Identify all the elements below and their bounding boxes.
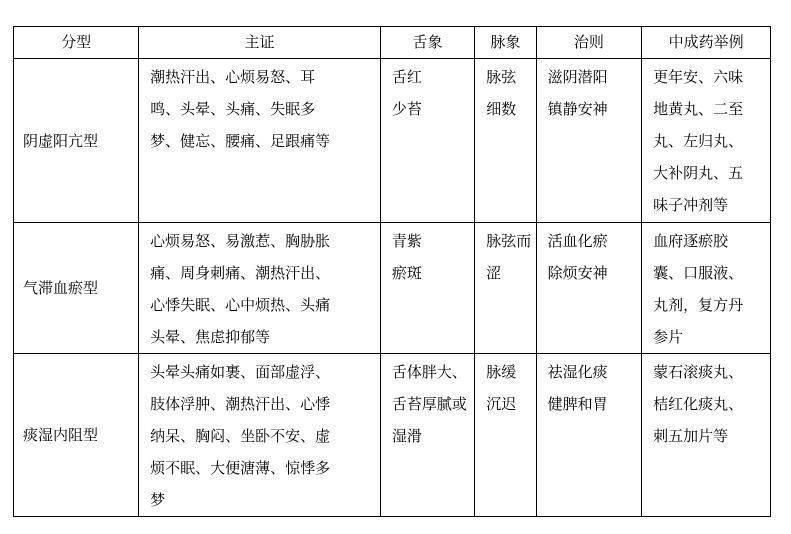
text-line: 头晕头痛如裹、面部虚浮、	[150, 363, 331, 381]
text-line: 心悸失眠、心中烦热、头痛	[150, 296, 331, 314]
text-line: 少苔	[391, 100, 422, 118]
text-line: 舌红	[391, 68, 422, 86]
text-line: 滋阴潜阳	[547, 68, 608, 86]
text-line: 丸剂，复方丹	[653, 296, 744, 314]
text-line: 囊、口服液、	[653, 264, 744, 282]
cell-tongue	[380, 354, 474, 517]
header-type: 分型	[14, 27, 139, 59]
text-line: 脉缓	[486, 363, 517, 381]
text-line: 桔红化痰丸、	[653, 395, 744, 413]
cell-tongue	[380, 59, 474, 223]
text-line: 纳呆、胸闷、坐卧不安、虚	[150, 427, 331, 445]
header-medicine: 中成药举例	[642, 27, 771, 59]
cell-pulse	[475, 59, 536, 223]
text-line: 沉迟	[486, 395, 517, 413]
text-line: 烦不眠、大便溏薄、惊悸多	[150, 459, 331, 477]
cell-type: 痰湿内阻型	[14, 354, 139, 517]
header-tongue: 舌象	[380, 27, 474, 59]
text-line: 舌体胖大、	[391, 363, 467, 381]
cell-medicine	[642, 354, 771, 517]
cell-treatment	[536, 354, 642, 517]
header-treatment: 治则	[536, 27, 642, 59]
text-line: 涩	[486, 264, 502, 282]
cell-tongue	[380, 223, 474, 354]
text-line: 祛湿化痰	[547, 363, 608, 381]
text-line: 参片	[653, 328, 684, 346]
text-line: 除烦安神	[547, 264, 608, 282]
text-line: 脉弦	[486, 68, 517, 86]
cell-type: 阴虚阳亢型	[14, 59, 139, 223]
text-line: 脉弦而	[486, 232, 532, 250]
cell-treatment	[536, 59, 642, 223]
cell-main-symptoms	[139, 59, 381, 223]
text-line: 梦	[150, 491, 166, 509]
syndrome-table	[13, 26, 771, 517]
text-line: 瘀斑	[391, 264, 422, 282]
text-line: 舌苔厚腻或	[391, 395, 467, 413]
text-line: 细数	[486, 100, 517, 118]
text-line: 心烦易怒、易激惹、胸胁胀	[150, 232, 331, 250]
cell-main-symptoms	[139, 354, 381, 517]
text-line: 潮热汗出、心烦易怒、耳	[150, 68, 316, 86]
text-line: 青紫	[391, 232, 422, 250]
cell-pulse	[475, 354, 536, 517]
table-row	[14, 59, 771, 223]
text-line: 湿滑	[391, 427, 422, 445]
cell-medicine	[642, 223, 771, 354]
text-line: 地黄丸、二至	[653, 100, 744, 118]
cell-pulse	[475, 223, 536, 354]
header-row	[14, 27, 771, 59]
text-line: 梦、健忘、腰痛、足跟痛等	[150, 132, 331, 150]
table-row	[14, 223, 771, 354]
text-line: 更年安、六味	[653, 68, 744, 86]
text-line: 健脾和胃	[547, 395, 608, 413]
text-line: 头晕、焦虑抑郁等	[150, 328, 271, 346]
text-line: 鸣、头晕、头痛、失眠多	[150, 100, 316, 118]
text-line: 镇静安神	[547, 100, 608, 118]
cell-main-symptoms	[139, 223, 381, 354]
text-line: 血府逐瘀胶	[653, 232, 729, 250]
text-line: 活血化瘀	[547, 232, 608, 250]
text-line: 丸、左归丸、	[653, 132, 744, 150]
text-line: 大补阴丸、五	[653, 164, 744, 182]
text-line: 肢体浮肿、潮热汗出、心悸	[150, 395, 331, 413]
table-row	[14, 354, 771, 517]
cell-medicine	[642, 59, 771, 223]
text-line: 痛、周身刺痛、潮热汗出、	[150, 264, 331, 282]
text-line: 味子冲剂等	[653, 196, 729, 214]
cell-type: 气滞血瘀型	[14, 223, 139, 354]
header-pulse: 脉象	[475, 27, 536, 59]
cell-treatment	[536, 223, 642, 354]
header-main-symptoms: 主证	[139, 27, 381, 59]
text-line: 刺五加片等	[653, 427, 729, 445]
text-line: 蒙石滚痰丸、	[653, 363, 744, 381]
